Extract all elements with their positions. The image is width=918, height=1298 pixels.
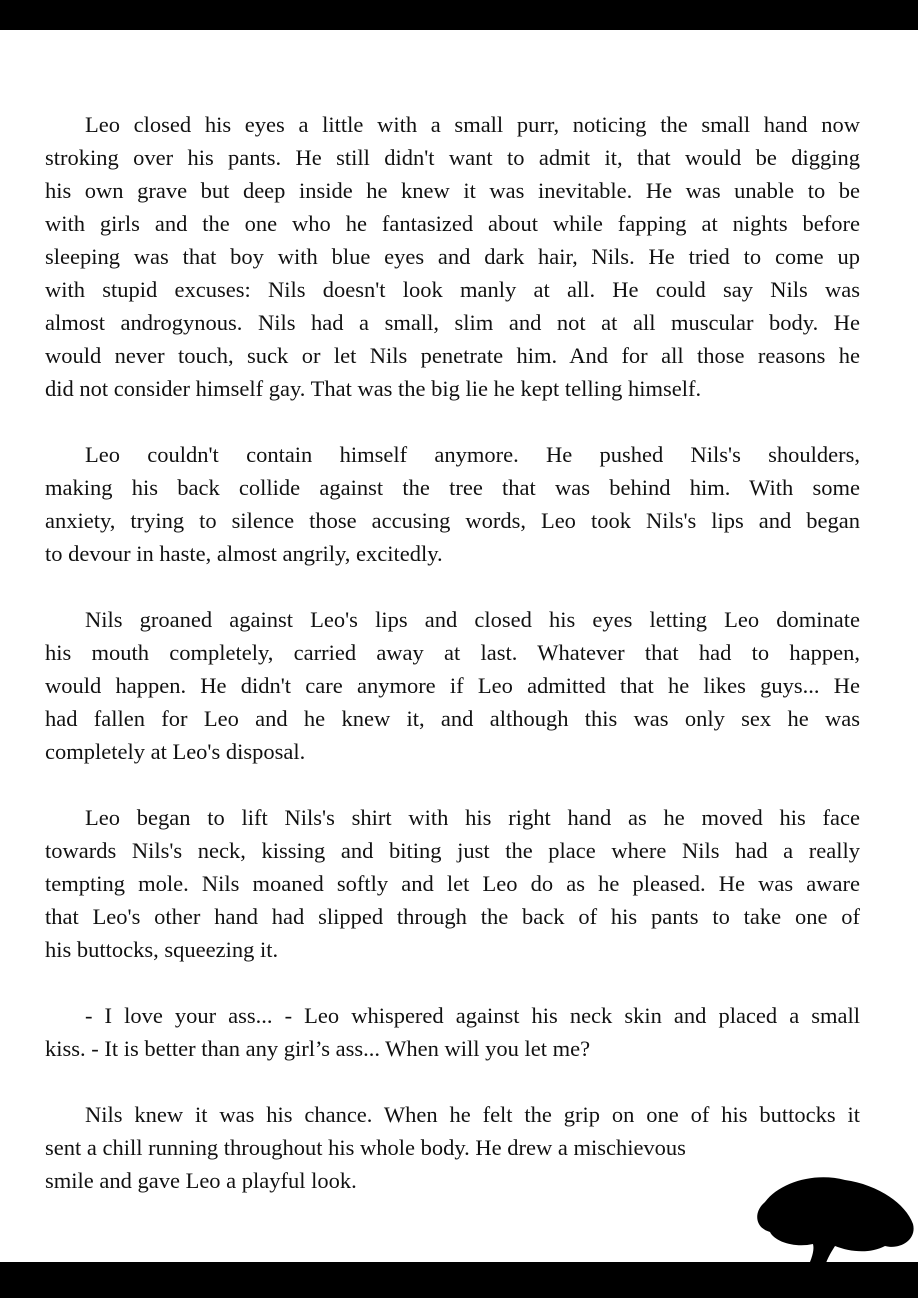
text-line: - I love your ass... - Leo whispered against his neck skin and placed a small xyxy=(85,1003,860,1028)
text-line: smile and gave Leo a playful look. xyxy=(45,1168,357,1193)
text-line: had fallen for Leo and he knew it, and although this was only sex he was xyxy=(45,706,860,731)
document-body xyxy=(45,108,860,1230)
text-line: his mouth completely, carried away at last. Whatever that had to happen, xyxy=(45,640,860,665)
text-line: tempting mole. Nils moaned softly and let Leo do as he pleased. He was aware xyxy=(45,871,860,896)
text-line: Leo closed his eyes a little with a small purr, noticing the small hand now xyxy=(85,112,860,137)
text-line: sleeping was that boy with blue eyes and dark hair, Nils. He tried to come up xyxy=(45,244,860,269)
text-line: with girls and the one who he fantasized about while fapping at nights before xyxy=(45,211,860,236)
text-line: kiss. - It is better than any girl’s ass... When will you let me? xyxy=(45,1036,591,1061)
paragraph xyxy=(45,801,860,966)
paragraph xyxy=(45,438,860,570)
text-line: Leo began to lift Nils's shirt with his right hand as he moved his face xyxy=(85,805,860,830)
paragraph xyxy=(45,999,860,1065)
text-line: Nils groaned against Leo's lips and closed his eyes letting Leo dominate xyxy=(85,607,860,632)
text-line: his buttocks, squeezing it. xyxy=(45,937,279,962)
text-line: did not consider himself gay. That was the big lie he kept telling himself. xyxy=(45,376,702,401)
text-line: completely at Leo's disposal. xyxy=(45,739,306,764)
text-line: sent a chill running throughout his whole body. He drew a mischievous xyxy=(45,1135,686,1160)
text-line: almost androgynous. Nils had a small, slim and not at all muscular body. He xyxy=(45,310,860,335)
text-line: Nils knew it was his chance. When he felt the grip on one of his buttocks it xyxy=(85,1102,860,1127)
text-line: to devour in haste, almost angrily, excitedly. xyxy=(45,541,443,566)
text-line: towards Nils's neck, kissing and biting just the place where Nils had a really xyxy=(45,838,860,863)
text-line: with stupid excuses: Nils doesn't look manly at all. He could say Nils was xyxy=(45,277,860,302)
paragraph xyxy=(45,603,860,768)
top-border xyxy=(0,0,918,30)
text-line: that Leo's other hand had slipped through the back of his pants to take one of xyxy=(45,904,860,929)
text-line: would never touch, suck or let Nils penetrate him. And for all those reasons he xyxy=(45,343,860,368)
text-line: making his back collide against the tree that was behind him. With some xyxy=(45,475,860,500)
paragraph xyxy=(45,108,860,405)
text-line: Leo couldn't contain himself anymore. He pushed Nils's shoulders, xyxy=(85,442,860,467)
bottom-border xyxy=(0,1262,918,1298)
text-line: his own grave but deep inside he knew it was inevitable. He was unable to be xyxy=(45,178,860,203)
text-line: stroking over his pants. He still didn't want to admit it, that would be digging xyxy=(45,145,860,170)
text-line: would happen. He didn't care anymore if Leo admitted that he likes guys... He xyxy=(45,673,860,698)
text-line: anxiety, trying to silence those accusing words, Leo took Nils's lips and began xyxy=(45,508,860,533)
